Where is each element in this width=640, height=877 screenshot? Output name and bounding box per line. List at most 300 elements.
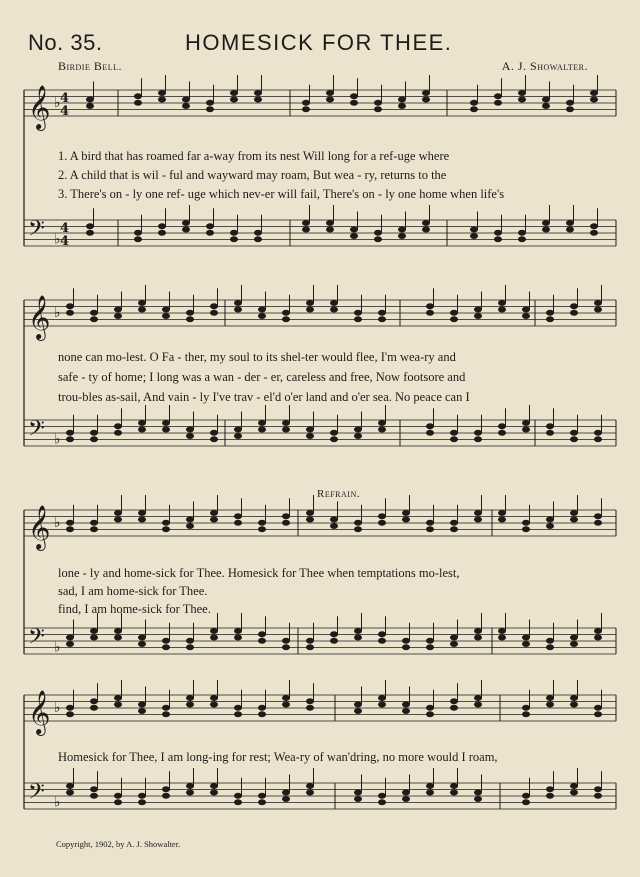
note-head — [546, 517, 554, 523]
note-head — [210, 783, 218, 789]
verse-line-6: trou-bles as-sail, And vain - ly I've trav - el'd o'er land and o'er sea. No peace can I — [58, 390, 470, 404]
note-head — [450, 436, 458, 442]
note-head — [254, 230, 262, 236]
note-head — [162, 307, 170, 313]
note-head — [258, 427, 266, 433]
note-head — [542, 97, 550, 103]
note-head — [90, 430, 98, 436]
note-head — [306, 705, 314, 711]
note-head — [234, 427, 242, 433]
verse-line-10: Homesick for Thee, I am long-ing for rest; Wea-ry of wan'dring, no more would I roam, — [58, 750, 498, 764]
note-head — [282, 513, 290, 519]
note-head — [546, 430, 554, 436]
note-head — [66, 641, 74, 647]
note-head — [498, 517, 506, 523]
time-signature-numerator: 4 — [60, 91, 70, 106]
note-head — [162, 711, 170, 717]
note-head — [114, 430, 122, 436]
hymn-title: HOMESICK FOR THEE. — [185, 30, 453, 55]
note-head — [402, 644, 410, 650]
note-head — [494, 93, 502, 99]
treble-clef-icon: 𝄞 — [28, 505, 51, 549]
note-head — [114, 702, 122, 708]
treble-clef-icon: 𝄞 — [28, 295, 51, 339]
note-head — [522, 313, 530, 319]
note-head — [354, 635, 362, 641]
note-head — [522, 420, 530, 426]
note-head — [302, 100, 310, 106]
note-head — [230, 97, 238, 103]
flat-sign-icon: ♭ — [54, 515, 61, 531]
note-head — [234, 705, 242, 711]
note-head — [306, 510, 314, 516]
note-head — [186, 517, 194, 523]
note-head — [90, 705, 98, 711]
note-head — [498, 510, 506, 516]
note-head — [566, 106, 574, 112]
note-head — [162, 520, 170, 526]
verse-line-2: 2. A child that is wil - ful and wayward may roam, But wea - ry, returns to the — [58, 168, 447, 182]
note-head — [594, 628, 602, 634]
note-head — [134, 230, 142, 236]
note-head — [258, 313, 266, 319]
note-head — [186, 638, 194, 644]
note-head — [350, 93, 358, 99]
note-head — [302, 227, 310, 233]
note-head — [114, 307, 122, 313]
note-head — [426, 783, 434, 789]
note-head — [542, 220, 550, 226]
note-head — [234, 711, 242, 717]
note-head — [594, 635, 602, 641]
note-head — [66, 711, 74, 717]
lyricist-credit: Birdie Bell. — [58, 59, 122, 73]
note-head — [258, 526, 266, 532]
note-head — [186, 427, 194, 433]
note-head — [282, 310, 290, 316]
note-head — [398, 227, 406, 233]
note-head — [522, 427, 530, 433]
verse-line-7: lone - ly and home-sick for Thee. Homesick for Thee when temptations mo-lest, — [58, 566, 460, 580]
note-head — [426, 520, 434, 526]
note-head — [590, 97, 598, 103]
note-head — [234, 635, 242, 641]
note-head — [186, 316, 194, 322]
note-head — [282, 790, 290, 796]
note-head — [354, 628, 362, 634]
time-signature-numerator: 4 — [60, 221, 70, 236]
note-head — [374, 100, 382, 106]
note-head — [90, 793, 98, 799]
note-head — [350, 100, 358, 106]
note-head — [66, 430, 74, 436]
note-head — [138, 420, 146, 426]
note-head — [258, 631, 266, 637]
note-head — [182, 220, 190, 226]
note-head — [426, 705, 434, 711]
flat-sign-icon: ♭ — [54, 231, 61, 248]
bass-clef-icon: 𝄢 — [28, 416, 45, 447]
note-head — [398, 97, 406, 103]
note-head — [494, 100, 502, 106]
note-head — [546, 638, 554, 644]
note-head — [90, 310, 98, 316]
note-head — [474, 436, 482, 442]
note-head — [282, 420, 290, 426]
note-head — [114, 510, 122, 516]
note-head — [254, 90, 262, 96]
note-head — [282, 796, 290, 802]
flat-sign-icon: ♭ — [54, 794, 61, 811]
note-head — [182, 227, 190, 233]
note-head — [354, 433, 362, 439]
note-head — [522, 705, 530, 711]
note-head — [162, 786, 170, 792]
note-head — [450, 705, 458, 711]
note-head — [570, 436, 578, 442]
note-head — [450, 790, 458, 796]
note-head — [450, 316, 458, 322]
note-head — [158, 97, 166, 103]
note-head — [66, 635, 74, 641]
note-head — [282, 638, 290, 644]
note-head — [546, 310, 554, 316]
note-head — [354, 796, 362, 802]
note-head — [498, 628, 506, 634]
time-signature-denominator: 4 — [60, 104, 70, 119]
note-head — [114, 423, 122, 429]
note-head — [114, 695, 122, 701]
time-signature-denominator: 4 — [60, 234, 70, 249]
note-head — [306, 517, 314, 523]
note-head — [426, 644, 434, 650]
note-head — [398, 233, 406, 239]
note-head — [354, 708, 362, 714]
note-head — [570, 303, 578, 309]
note-head — [546, 786, 554, 792]
note-head — [594, 711, 602, 717]
note-head — [354, 526, 362, 532]
bass-clef-icon: 𝄢 — [28, 216, 45, 247]
note-head — [282, 695, 290, 701]
note-head — [378, 638, 386, 644]
note-head — [230, 230, 238, 236]
note-head — [86, 223, 94, 229]
verse-line-3: 3. There's on - ly one ref- uge which nev-er will fail, There's on - ly one home when life's — [58, 187, 505, 201]
note-head — [450, 641, 458, 647]
note-head — [494, 230, 502, 236]
refrain-label: Refrain. — [317, 488, 360, 500]
note-head — [450, 783, 458, 789]
note-head — [134, 100, 142, 106]
note-head — [258, 711, 266, 717]
note-head — [474, 628, 482, 634]
note-head — [258, 705, 266, 711]
note-head — [330, 631, 338, 637]
note-head — [522, 799, 530, 805]
note-head — [474, 510, 482, 516]
note-head — [426, 303, 434, 309]
note-head — [426, 430, 434, 436]
note-head — [354, 702, 362, 708]
note-head — [326, 97, 334, 103]
note-head — [474, 313, 482, 319]
note-head — [354, 316, 362, 322]
note-head — [66, 705, 74, 711]
note-head — [66, 520, 74, 526]
note-head — [114, 799, 122, 805]
note-head — [570, 702, 578, 708]
note-head — [522, 635, 530, 641]
note-head — [330, 517, 338, 523]
note-head — [138, 635, 146, 641]
note-head — [90, 526, 98, 532]
note-head — [282, 702, 290, 708]
note-head — [326, 227, 334, 233]
note-head — [234, 307, 242, 313]
note-head — [522, 526, 530, 532]
note-head — [138, 708, 146, 714]
note-head — [258, 793, 266, 799]
note-head — [138, 307, 146, 313]
note-head — [210, 702, 218, 708]
note-head — [354, 310, 362, 316]
note-head — [258, 520, 266, 526]
note-head — [134, 236, 142, 242]
note-head — [450, 520, 458, 526]
note-head — [350, 227, 358, 233]
note-head — [594, 307, 602, 313]
copyright-notice: Copyright, 1902, by A. J. Showalter. — [56, 839, 181, 849]
note-head — [378, 799, 386, 805]
note-head — [426, 310, 434, 316]
note-head — [162, 638, 170, 644]
note-head — [546, 423, 554, 429]
note-head — [378, 631, 386, 637]
note-head — [282, 520, 290, 526]
note-head — [422, 227, 430, 233]
note-head — [590, 90, 598, 96]
note-head — [498, 430, 506, 436]
note-head — [546, 695, 554, 701]
bass-clef-icon: 𝄢 — [28, 779, 45, 810]
note-head — [474, 790, 482, 796]
note-head — [330, 436, 338, 442]
note-head — [470, 233, 478, 239]
note-head — [330, 638, 338, 644]
note-head — [402, 708, 410, 714]
note-head — [378, 420, 386, 426]
note-head — [402, 790, 410, 796]
note-head — [282, 316, 290, 322]
note-head — [402, 638, 410, 644]
note-head — [66, 436, 74, 442]
note-head — [546, 316, 554, 322]
note-head — [594, 786, 602, 792]
note-head — [230, 90, 238, 96]
note-head — [282, 644, 290, 650]
note-head — [254, 97, 262, 103]
verse-line-4: none can mo-lest. O Fa - ther, my soul to its shel-ter would flee, I'm wea-ry and — [58, 350, 456, 364]
note-head — [162, 705, 170, 711]
note-head — [374, 230, 382, 236]
note-head — [518, 236, 526, 242]
note-head — [354, 790, 362, 796]
note-head — [210, 790, 218, 796]
note-head — [354, 520, 362, 526]
note-head — [450, 635, 458, 641]
note-head — [498, 307, 506, 313]
note-head — [566, 100, 574, 106]
note-head — [594, 520, 602, 526]
note-head — [302, 106, 310, 112]
treble-clef-icon: 𝄞 — [28, 690, 51, 734]
note-head — [546, 702, 554, 708]
note-head — [570, 783, 578, 789]
note-head — [258, 799, 266, 805]
note-head — [114, 313, 122, 319]
note-head — [354, 427, 362, 433]
note-head — [470, 227, 478, 233]
note-head — [570, 510, 578, 516]
note-head — [162, 427, 170, 433]
note-head — [206, 230, 214, 236]
note-head — [138, 793, 146, 799]
note-head — [570, 517, 578, 523]
note-head — [474, 702, 482, 708]
note-head — [66, 526, 74, 532]
note-head — [138, 300, 146, 306]
note-head — [330, 300, 338, 306]
note-head — [254, 236, 262, 242]
note-head — [306, 790, 314, 796]
note-head — [230, 236, 238, 242]
note-head — [594, 513, 602, 519]
note-head — [542, 103, 550, 109]
hymn-number: No. 35. — [28, 30, 103, 55]
note-head — [90, 520, 98, 526]
note-head — [114, 628, 122, 634]
verse-line-9: find, I am home-sick for Thee. — [58, 602, 211, 616]
note-head — [494, 236, 502, 242]
note-head — [474, 517, 482, 523]
note-head — [470, 100, 478, 106]
note-head — [162, 793, 170, 799]
note-head — [158, 223, 166, 229]
note-head — [594, 436, 602, 442]
note-head — [234, 793, 242, 799]
note-head — [450, 310, 458, 316]
note-head — [162, 526, 170, 532]
note-head — [234, 433, 242, 439]
note-head — [66, 783, 74, 789]
note-head — [258, 307, 266, 313]
note-head — [210, 695, 218, 701]
note-head — [570, 790, 578, 796]
note-head — [86, 230, 94, 236]
note-head — [498, 300, 506, 306]
flat-sign-icon: ♭ — [54, 700, 61, 716]
note-head — [158, 230, 166, 236]
note-head — [570, 310, 578, 316]
note-head — [374, 106, 382, 112]
note-head — [450, 526, 458, 532]
note-head — [210, 310, 218, 316]
note-head — [86, 97, 94, 103]
note-head — [66, 790, 74, 796]
note-head — [570, 635, 578, 641]
note-head — [186, 644, 194, 650]
note-head — [570, 430, 578, 436]
note-head — [450, 698, 458, 704]
flat-sign-icon: ♭ — [54, 639, 61, 656]
flat-sign-icon: ♭ — [54, 305, 61, 321]
note-head — [90, 436, 98, 442]
note-head — [450, 430, 458, 436]
note-head — [326, 220, 334, 226]
note-head — [66, 303, 74, 309]
note-head — [422, 220, 430, 226]
note-head — [474, 307, 482, 313]
note-head — [138, 799, 146, 805]
bass-clef-icon: 𝄢 — [28, 624, 45, 655]
note-head — [330, 430, 338, 436]
note-head — [402, 702, 410, 708]
note-head — [186, 433, 194, 439]
note-head — [594, 300, 602, 306]
note-head — [378, 695, 386, 701]
note-head — [378, 793, 386, 799]
note-head — [114, 635, 122, 641]
note-head — [138, 641, 146, 647]
note-head — [234, 628, 242, 634]
note-head — [330, 307, 338, 313]
note-head — [66, 310, 74, 316]
note-head — [162, 644, 170, 650]
note-head — [234, 300, 242, 306]
note-head — [206, 106, 214, 112]
note-head — [522, 793, 530, 799]
note-head — [474, 796, 482, 802]
note-head — [546, 523, 554, 529]
note-head — [326, 90, 334, 96]
note-head — [522, 711, 530, 717]
note-head — [306, 307, 314, 313]
note-head — [522, 307, 530, 313]
note-head — [90, 786, 98, 792]
note-head — [134, 93, 142, 99]
note-head — [546, 793, 554, 799]
note-head — [138, 427, 146, 433]
note-head — [522, 641, 530, 647]
note-head — [306, 698, 314, 704]
note-head — [182, 97, 190, 103]
note-head — [210, 430, 218, 436]
note-head — [498, 423, 506, 429]
note-head — [426, 526, 434, 532]
note-head — [186, 523, 194, 529]
note-head — [498, 635, 506, 641]
note-head — [90, 698, 98, 704]
note-head — [90, 316, 98, 322]
note-head — [474, 430, 482, 436]
note-head — [210, 436, 218, 442]
note-head — [210, 628, 218, 634]
note-head — [162, 313, 170, 319]
flat-sign-icon: ♭ — [54, 95, 61, 111]
note-head — [378, 513, 386, 519]
note-head — [374, 236, 382, 242]
